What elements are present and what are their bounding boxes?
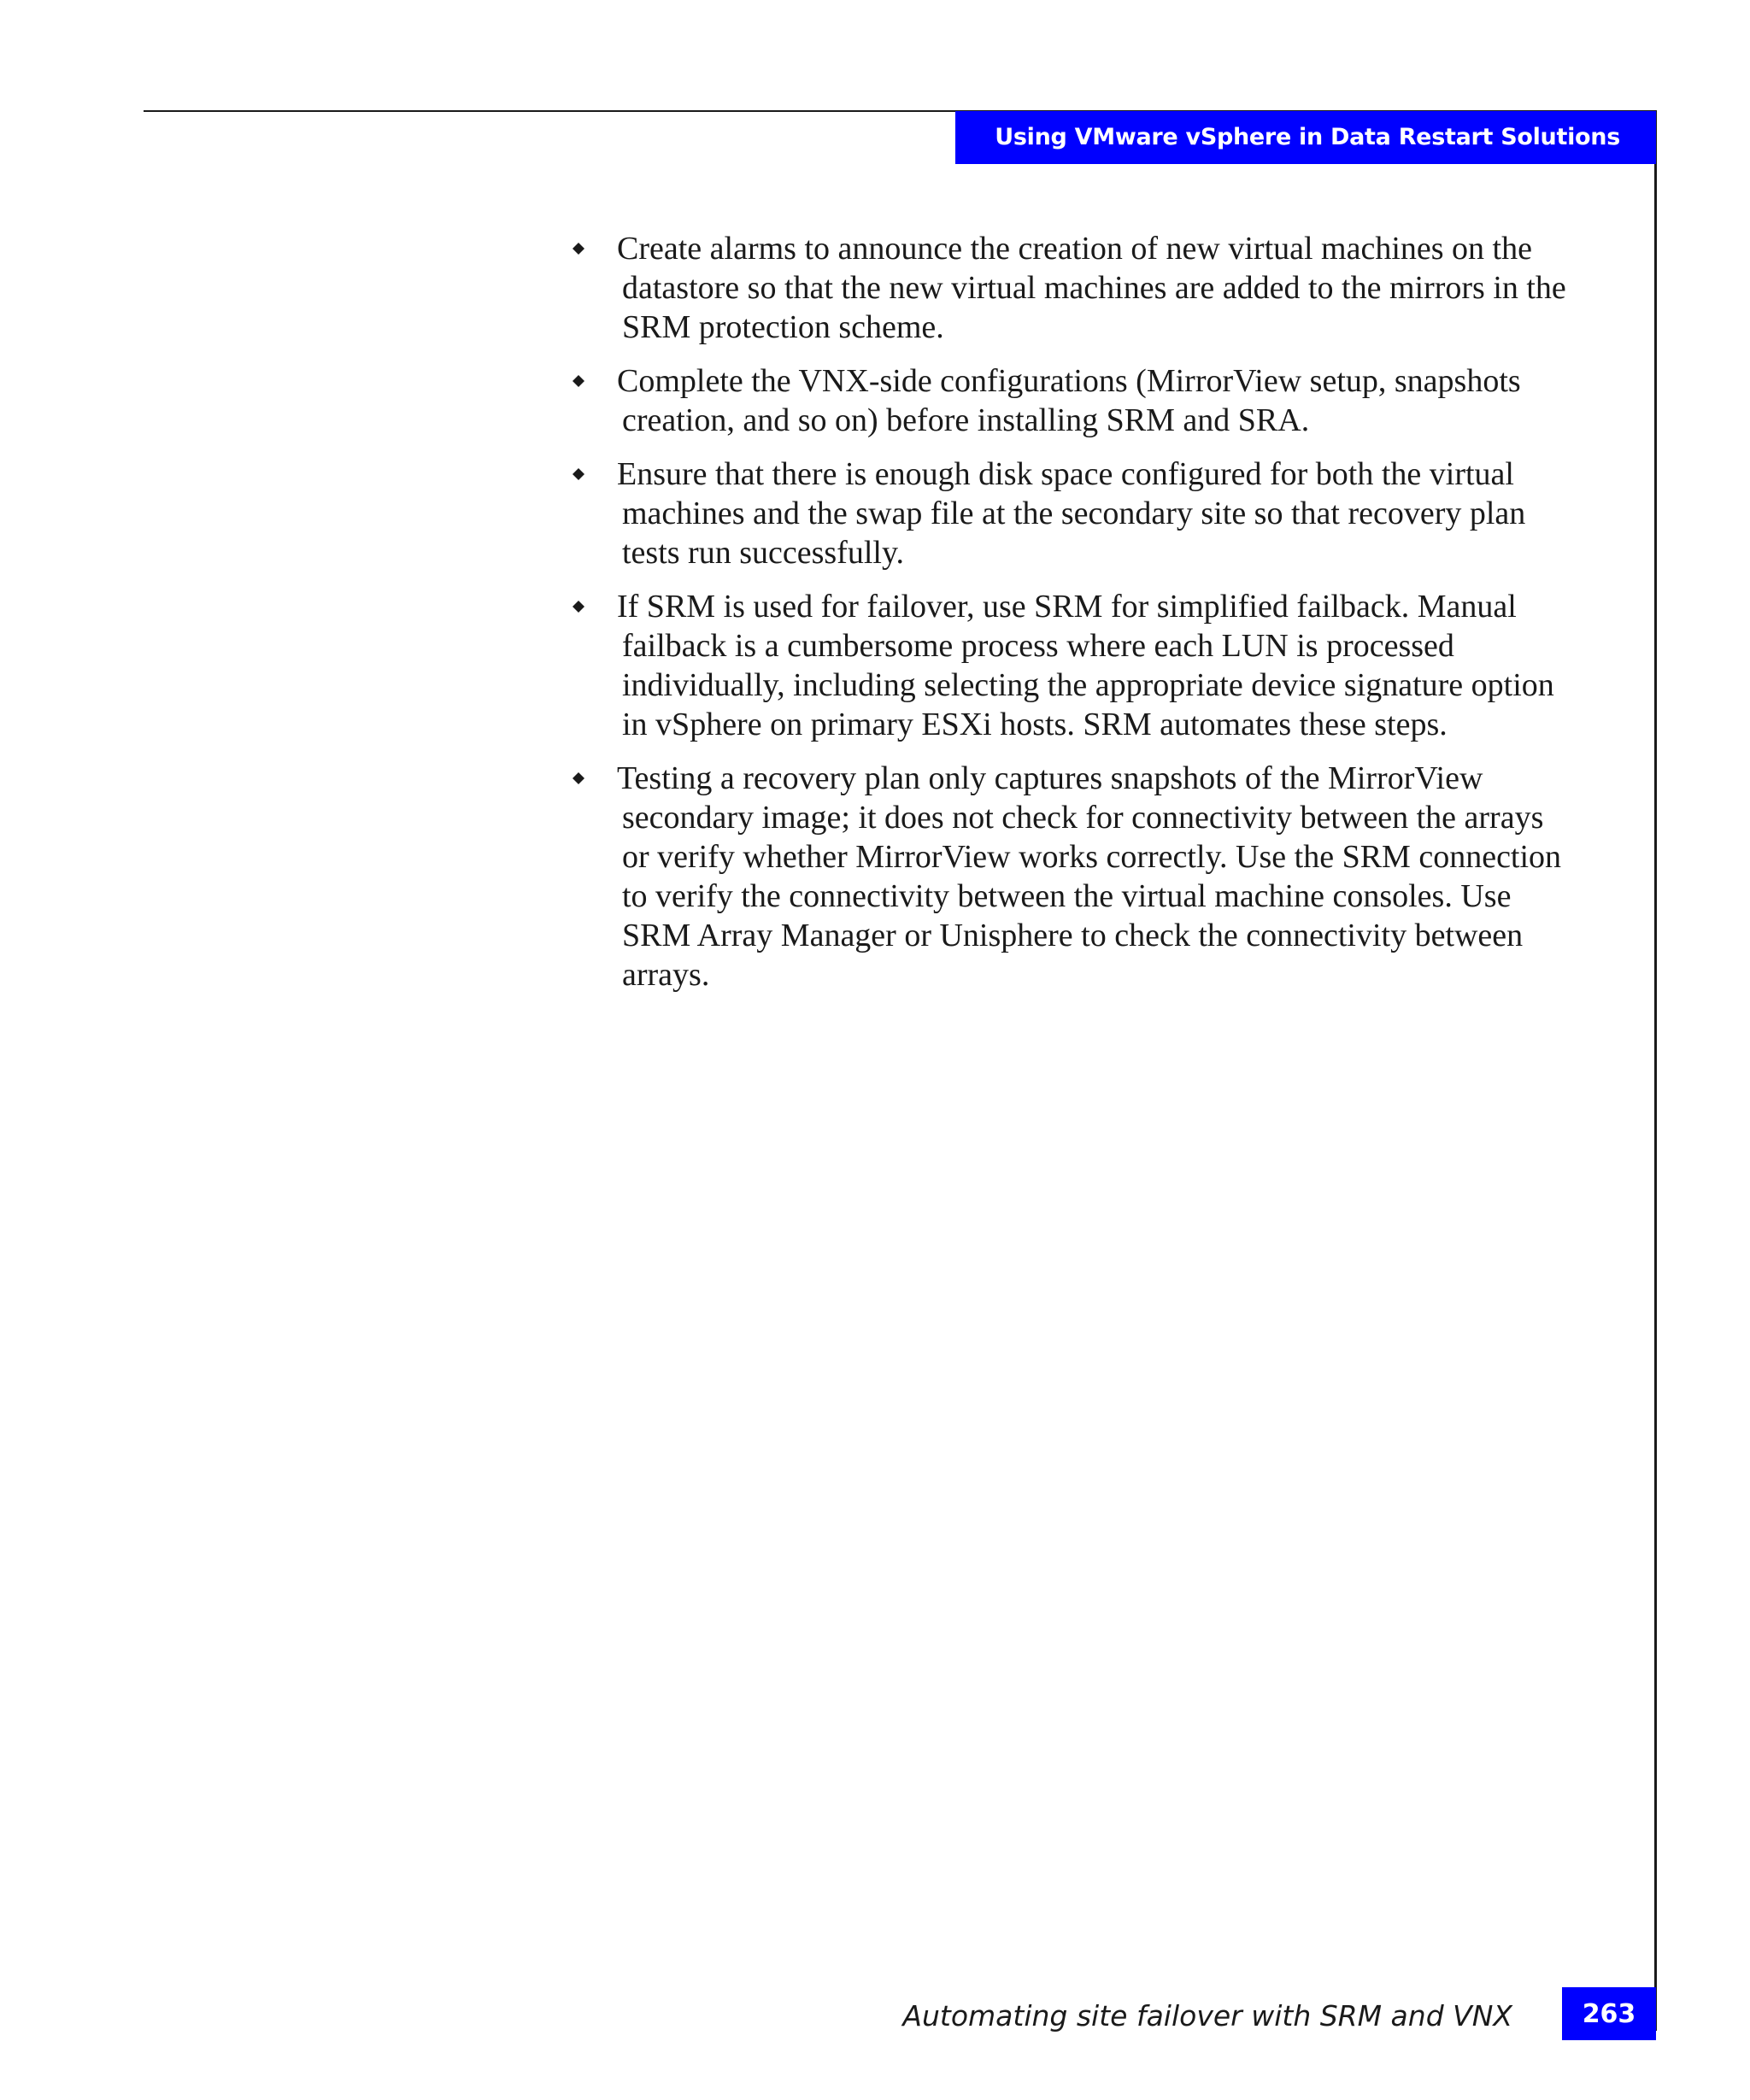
bullet-text: Complete the VNX-side configurations (MirrorView setup, snapshots creation, and so on) before installing SRM and SRA. [617, 363, 1521, 438]
diamond-bullet-icon [566, 361, 591, 401]
list-item [566, 759, 1574, 994]
diamond-bullet-icon [566, 455, 591, 494]
list-item [566, 455, 1574, 572]
bullet-text: Testing a recovery plan only captures snapshots of the MirrorView secondary image; it does not check for connectivity between the arrays or verify whether MirrorView works correctly. Use the SRM connection to verify the connectivity between the virtual machine consoles. Use SRM Array Manager or Unisphere to check the connectivity between arrays. [617, 760, 1562, 993]
bullet-text: Ensure that there is enough disk space configured for both the virtual machines and the swap file at the secondary site so that recovery plan tests run successfully. [617, 456, 1526, 571]
bullet-list [566, 229, 1574, 1009]
page-number: 263 [1582, 1998, 1636, 2029]
list-item [566, 229, 1574, 347]
section-header-band [955, 111, 1656, 164]
bullet-text: If SRM is used for failover, use SRM for simplified failback. Manual failback is a cumbersome process where each LUN is processed individually, including selecting the appropriate device signature option in vSphere on primary ESXi hosts. SRM automates these steps. [617, 589, 1554, 742]
page-number-badge [1562, 1987, 1656, 2040]
diamond-bullet-icon [566, 759, 591, 798]
diamond-bullet-icon [566, 587, 591, 626]
bullet-text: Create alarms to announce the creation of new virtual machines on the datastore so that the new virtual machines are added to the mirrors in the SRM protection scheme. [617, 231, 1566, 345]
list-item [566, 587, 1574, 744]
list-item [566, 361, 1574, 440]
page-edge-rule [1654, 110, 1657, 2031]
footer-chapter-title: Automating site failover with SRM and VNX [902, 1999, 1512, 2033]
diamond-bullet-icon [566, 229, 591, 268]
section-title: Using VMware vSphere in Data Restart Solutions [995, 124, 1620, 150]
